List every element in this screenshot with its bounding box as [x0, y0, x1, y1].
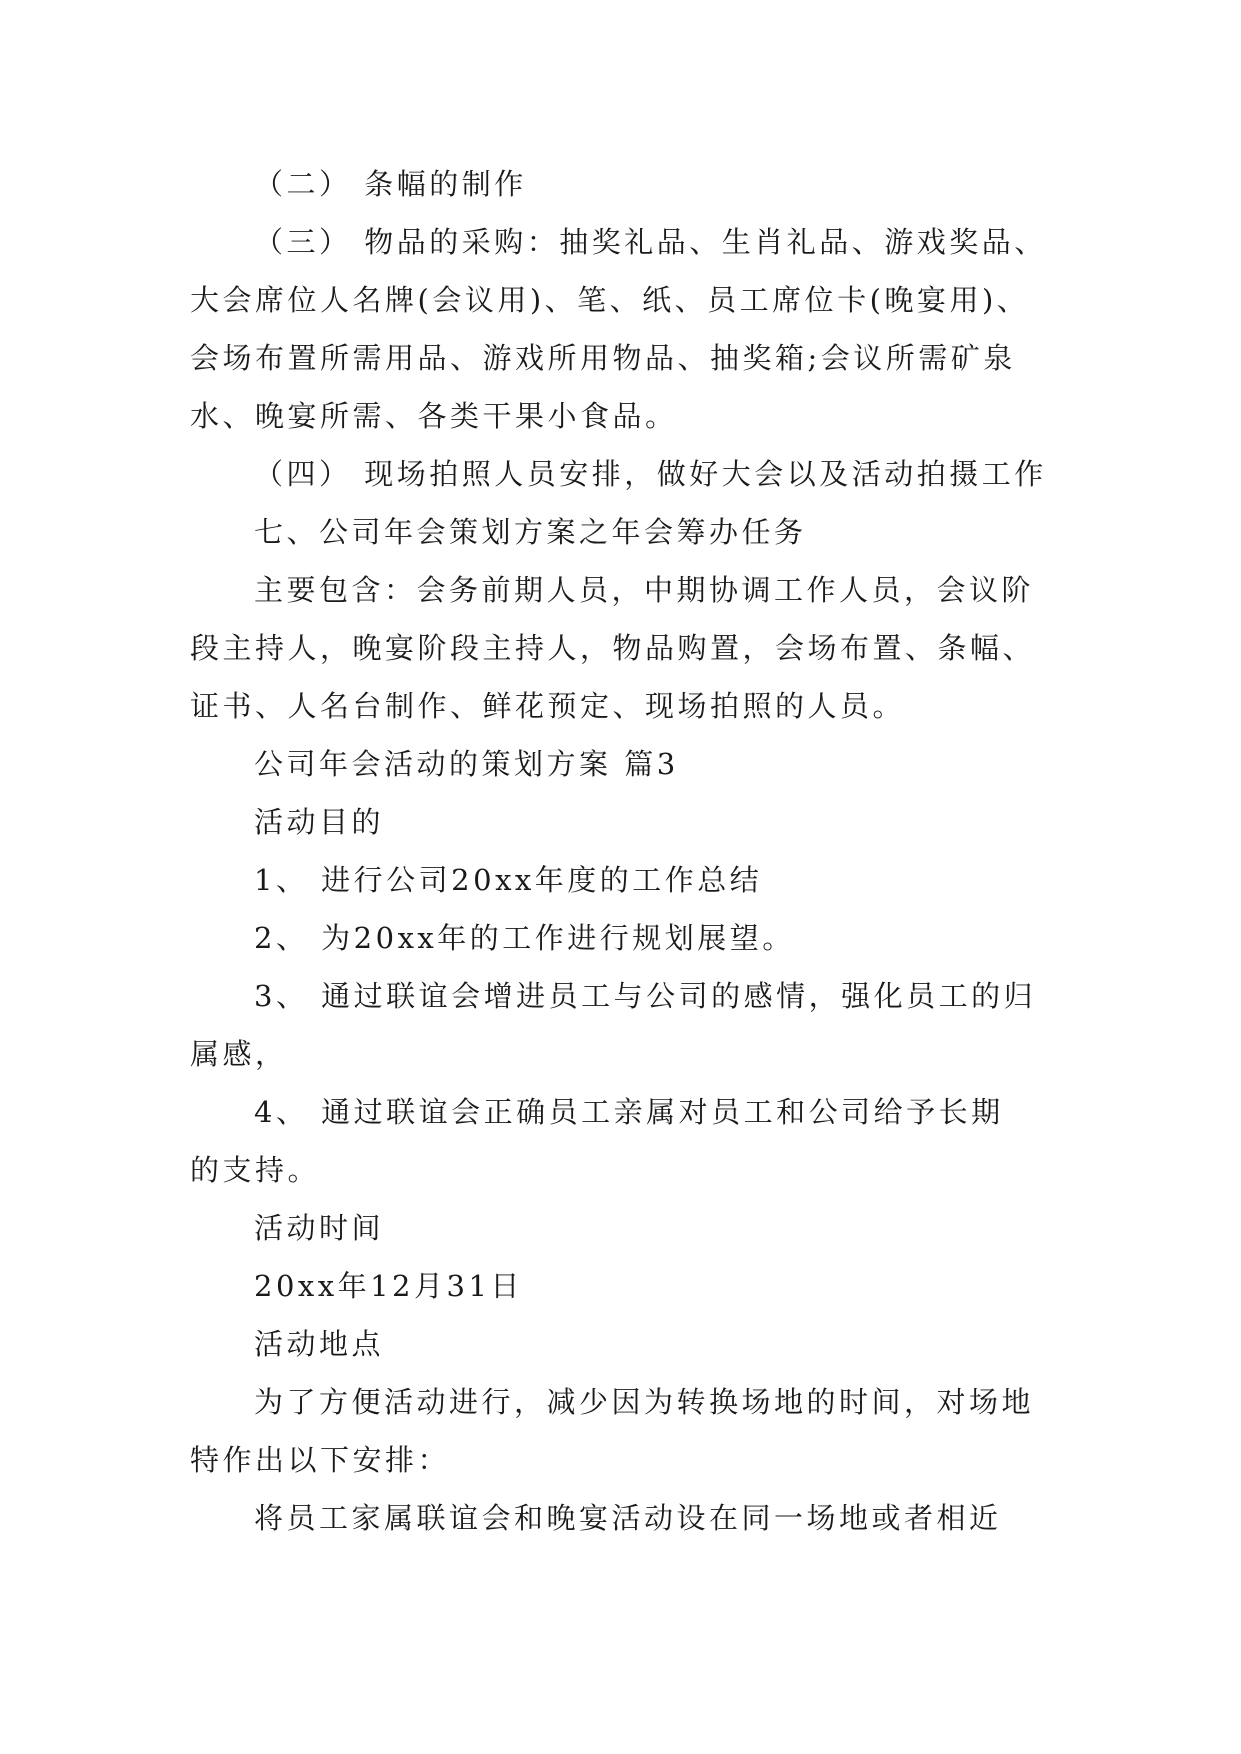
text-line: 主要包含：会务前期人员，中期协调工作人员，会议阶	[254, 573, 1035, 607]
list-item: 2、 为20xx年的工作进行规划展望。	[254, 921, 795, 955]
text-line: 大会席位人名牌(会议用)、笔、纸、员工席位卡(晚宴用)、	[190, 283, 1030, 317]
text-line: （三） 物品的采购：抽奖礼品、生肖礼品、游戏奖品、	[254, 225, 1047, 259]
list-item: 1、 进行公司20xx年度的工作总结	[254, 863, 763, 897]
text-line: 的支持。	[190, 1153, 321, 1187]
text-line: 段主持人，晚宴阶段主持人，物品购置，会场布置、条幅、	[190, 631, 1036, 665]
text-line: 将员工家属联谊会和晚宴活动设在同一场地或者相近	[254, 1501, 1002, 1535]
text-line: 属感，	[190, 1037, 288, 1071]
document-title: 公司年会活动的策划方案 篇3	[254, 747, 679, 781]
text-line: 为了方便活动进行，减少因为转换场地的时间，对场地	[254, 1385, 1035, 1419]
list-item: 4、 通过联谊会正确员工亲属对员工和公司给予长期	[254, 1095, 1004, 1129]
text-line: 水、晚宴所需、各类干果小食品。	[190, 399, 678, 433]
section-heading: 活动目的	[254, 805, 385, 839]
date-line: 20xx年12月31日	[254, 1269, 523, 1303]
section-heading: 七、公司年会策划方案之年会筹办任务	[254, 515, 807, 549]
text-line: （四） 现场拍照人员安排，做好大会以及活动拍摄工作	[254, 457, 1047, 491]
text-line: （二） 条幅的制作	[254, 167, 527, 201]
section-heading: 活动地点	[254, 1327, 385, 1361]
list-item: 3、 通过联谊会增进员工与公司的感情，强化员工的归	[254, 979, 1037, 1013]
text-line: 会场布置所需用品、游戏所用物品、抽奖箱;会议所需矿泉	[190, 341, 1016, 375]
text-line: 特作出以下安排：	[190, 1443, 451, 1477]
document-body	[190, 155, 1060, 1547]
section-heading: 活动时间	[254, 1211, 385, 1245]
text-line: 证书、人名台制作、鲜花预定、现场拍照的人员。	[190, 689, 906, 723]
